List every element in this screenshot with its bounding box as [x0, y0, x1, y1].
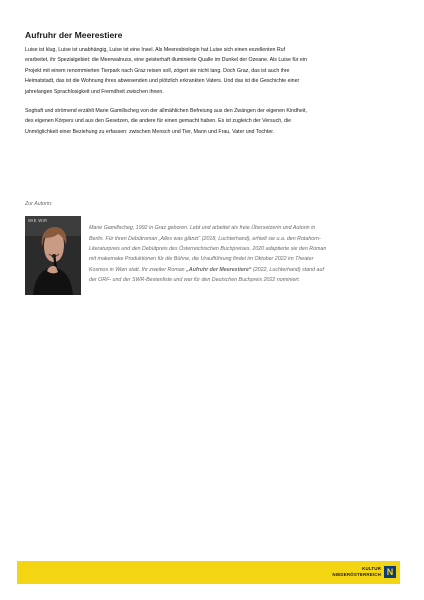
page-content [25, 30, 403, 295]
bio-line: Literaturpreis und den Debütpreis des Österreichischen Buchpreises. 2020 adaptierte sie den Roman [89, 246, 327, 253]
logo-mark-icon: N [384, 566, 396, 578]
logo-text [332, 566, 381, 577]
footer-bar [17, 561, 400, 584]
author-label: Zur Autorin: [25, 201, 53, 208]
text-line: des eigenen Körpers und aus den Gesetzen, die andere für einen gemacht haben. Es ist zugleich der Versuch, die [25, 118, 292, 125]
bio-line: mit makemake Produktionen für die Bühne, die Uraufführung findet im Oktober 2022 im Theater [89, 256, 314, 263]
spacer [25, 146, 403, 200]
text-line: jahrelangen Sprachlosigkeit und Fremdheit zwischen ihnen. [25, 88, 164, 95]
text-line: Luise ist klug, Luise ist unabhängig, Luise ist eine Insel. Als Meeresbiologin hat Luise sich einen exzellenten Ruf [25, 47, 286, 53]
text-line: Projekt mit einem renommierten Tierpark nach Graz reisen soll, zögert sie nicht lang. Doch Graz, das ist auch ihre [25, 67, 290, 74]
photo-caption: WIE WIR [28, 218, 48, 224]
synopsis-paragraph-1 [25, 45, 403, 97]
bio-line: Berlin. Für ihren Debütroman „Alles was glänzt“ (2018, Luchterhand), erhielt sie u.a. den Rotahorn- [89, 235, 321, 242]
author-portrait-icon [25, 216, 81, 295]
article-title: Aufruhr der Meerestiere [25, 30, 123, 40]
text-line: erarbeitet, ihr Spezialgebiet: die Meerwalnuss, eine geisterhaft illuminierte Qualle im Dunkel der Ozeane. Als Luise für ein [25, 57, 307, 64]
synopsis-paragraph-2 [25, 106, 403, 137]
bio-text: (2022, Luchterhand) stand auf [251, 266, 324, 273]
kultur-niederoesterreich-logo [332, 566, 396, 578]
author-bio [89, 223, 401, 285]
bio-line [89, 265, 401, 275]
book-title-emphasis: „Aufruhr der Meerestiere“ [186, 266, 252, 273]
logo-line: NIEDERÖSTERREICH [332, 572, 381, 577]
logo-line: KULTUR [362, 566, 381, 572]
bio-line: Marie Gamillscheg, 1992 in Graz geboren. Lebt und arbeitet als freie Übersetzerin und Autorin in [89, 225, 316, 232]
text-line: Heimatstadt, das ist die Wohnung ihres abwesenden und plötzlich erkrankten Vaters. Und das ist die Geschichte einer [25, 78, 300, 85]
text-line: Soghaft und strömend erzählt Marie Gamillscheg von der allmählichen Befreiung aus den Zwängen der eigenen Kindheit, [25, 108, 307, 115]
author-section [25, 216, 403, 295]
bio-text: Kosmos in Wien statt. Ihr zweiter Roman [89, 266, 187, 273]
text-line: Unmöglichkeit einer Beziehung zu erfassen: zwischen Mensch und Tier, Mann und Frau, Vater und Tochter. [25, 128, 275, 135]
author-photo [25, 216, 81, 295]
bio-line: der ORF- und der SWR-Bestenliste und war für den Deutschen Buchpreis 2022 nominiert. [89, 277, 301, 284]
